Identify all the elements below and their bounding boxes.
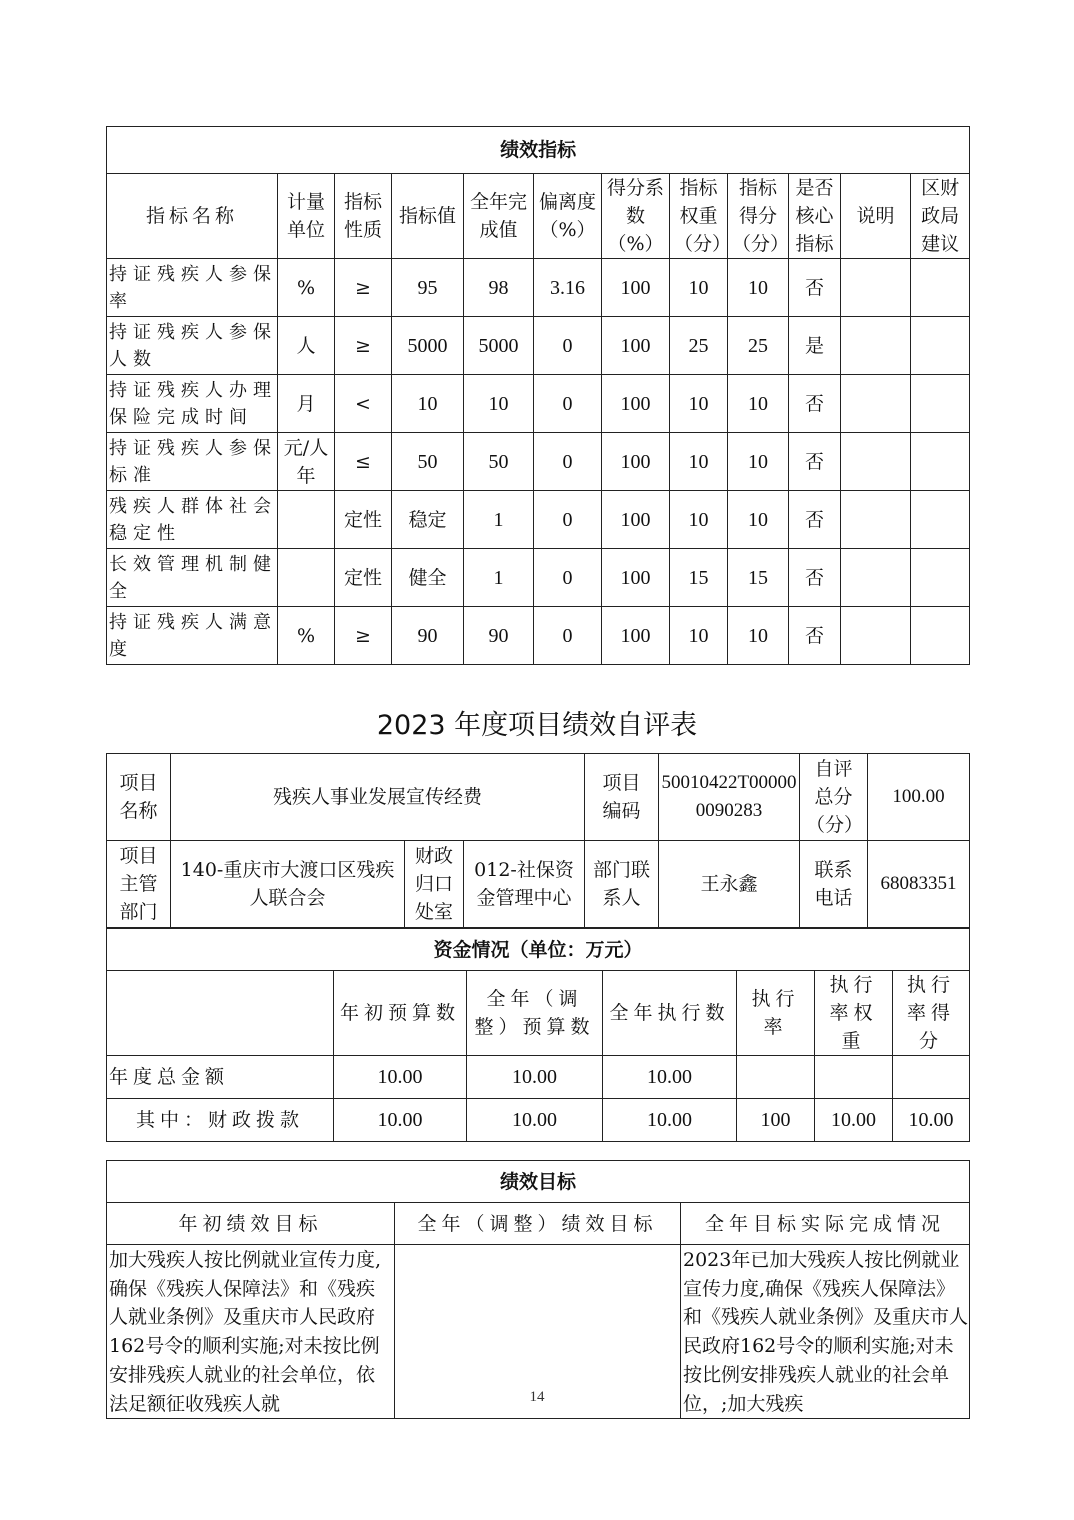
indicator-actual-cell: 10 [464,375,534,433]
indicators-title: 绩效指标 [107,127,970,174]
funds-rate-cell: 100 [737,1099,815,1142]
indicator-core-cell: 否 [789,259,841,317]
goals-header-initial: 年初绩效目标 [107,1203,395,1245]
indicator-unit-cell: 人 [278,317,335,375]
funds-adjusted-cell: 10.00 [467,1099,603,1142]
indicator-advice-cell [911,375,970,433]
indicator-note-cell [841,491,911,549]
indicator-nature-cell: ≥ [335,259,392,317]
indicators-header-cell: 偏离度（%） [534,174,602,259]
indicator-score-cell: 15 [728,549,789,607]
indicator-advice-cell [911,317,970,375]
indicator-core-cell: 否 [789,607,841,665]
indicator-core-cell: 否 [789,433,841,491]
indicator-note-cell [841,607,911,665]
indicator-core-cell: 是 [789,317,841,375]
indicator-coef-cell: 100 [602,259,670,317]
indicator-note-cell [841,375,911,433]
indicator-target-cell: 稳定 [392,491,464,549]
indicator-actual-cell: 90 [464,607,534,665]
indicator-weight-cell: 15 [670,549,728,607]
indicator-core-cell: 否 [789,491,841,549]
indicator-unit-cell: % [278,607,335,665]
project-name-label: 项目名称 [107,754,171,841]
contact-label: 部门联系人 [585,841,659,928]
funds-header-cell: 执行率得分 [893,971,970,1056]
indicator-target-cell: 10 [392,375,464,433]
indicator-row [107,491,970,549]
indicator-deviation-cell: 0 [534,433,602,491]
indicator-nature-cell: 定性 [335,549,392,607]
indicator-weight-cell: 10 [670,375,728,433]
indicator-weight-cell: 25 [670,317,728,375]
indicator-deviation-cell: 3.16 [534,259,602,317]
indicator-note-cell [841,317,911,375]
indicator-actual-cell: 5000 [464,317,534,375]
funds-executed-cell: 10.00 [603,1099,737,1142]
indicators-header-cell: 指标性质 [335,174,392,259]
indicator-note-cell [841,259,911,317]
indicator-name-cell: 残疾人群体社会稳定性 [107,491,278,549]
indicator-weight-cell: 10 [670,607,728,665]
phone-value: 68083351 [868,841,970,928]
funds-title: 资金情况（单位：万元） [107,929,970,971]
indicator-name-cell: 持证残疾人办理保险完成时间 [107,375,278,433]
indicator-note-cell [841,433,911,491]
indicator-advice-cell [911,433,970,491]
indicator-score-cell: 10 [728,259,789,317]
indicators-table [106,126,970,665]
funds-label-cell: 年度总金额 [107,1056,334,1099]
indicator-coef-cell: 100 [602,491,670,549]
indicator-row [107,317,970,375]
contact-value: 王永鑫 [659,841,800,928]
indicator-target-cell: 90 [392,607,464,665]
phone-label: 联系电话 [800,841,868,928]
funds-executed-cell: 10.00 [603,1056,737,1099]
funds-header-cell: 年初预算数 [334,971,467,1056]
funds-table [106,928,970,1142]
indicator-advice-cell [911,607,970,665]
indicators-header-cell: 是否核心指标 [789,174,841,259]
indicator-coef-cell: 100 [602,375,670,433]
indicator-unit-cell: 月 [278,375,335,433]
indicator-weight-cell: 10 [670,259,728,317]
indicators-header-cell: 指标值 [392,174,464,259]
funds-header-cell: 全年执行数 [603,971,737,1056]
funds-rate-cell [737,1056,815,1099]
indicator-name-cell: 长效管理机制健全 [107,549,278,607]
indicator-actual-cell: 50 [464,433,534,491]
indicators-header-cell: 计量单位 [278,174,335,259]
indicator-nature-cell: ≤ [335,433,392,491]
indicator-name-cell: 持证残疾人参保率 [107,259,278,317]
indicator-nature-cell: ≥ [335,317,392,375]
funds-header-cell [107,971,334,1056]
indicator-target-cell: 95 [392,259,464,317]
funds-initial-cell: 10.00 [334,1056,467,1099]
indicator-actual-cell: 1 [464,491,534,549]
indicator-row [107,549,970,607]
indicator-name-cell: 持证残疾人参保人数 [107,317,278,375]
indicators-header-cell: 指标得分（分） [728,174,789,259]
indicator-unit-cell: % [278,259,335,317]
funds-weight-cell: 10.00 [815,1099,893,1142]
indicator-deviation-cell: 0 [534,549,602,607]
project-info-table [106,753,970,928]
funds-score-cell: 10.00 [893,1099,970,1142]
page-title: 2023 年度项目绩效自评表 [376,710,698,741]
indicators-header-cell: 指标名称 [107,174,278,259]
indicator-weight-cell: 10 [670,433,728,491]
dept-value: 140-重庆市大渡口区残疾人联合会 [171,841,405,928]
indicator-unit-cell [278,549,335,607]
indicators-header-cell: 说明 [841,174,911,259]
indicator-row [107,433,970,491]
indicator-row [107,375,970,433]
indicator-coef-cell: 100 [602,607,670,665]
funds-header-cell: 执行率 [737,971,815,1056]
funds-weight-cell [815,1056,893,1099]
indicator-core-cell: 否 [789,549,841,607]
dept-label: 项目主管部门 [107,841,171,928]
indicator-deviation-cell: 0 [534,375,602,433]
indicator-advice-cell [911,549,970,607]
indicator-advice-cell [911,491,970,549]
page-number: 14 [529,1389,545,1405]
self-score-value: 100.00 [868,754,970,841]
funds-score-cell [893,1056,970,1099]
funds-row [107,1056,970,1099]
indicator-coef-cell: 100 [602,317,670,375]
indicators-header-cell: 区财政局建议 [911,174,970,259]
indicator-coef-cell: 100 [602,549,670,607]
funds-initial-cell: 10.00 [334,1099,467,1142]
funds-row [107,1099,970,1142]
indicator-score-cell: 10 [728,491,789,549]
indicator-deviation-cell: 0 [534,607,602,665]
funds-adjusted-cell: 10.00 [467,1056,603,1099]
indicator-advice-cell [911,259,970,317]
indicator-score-cell: 10 [728,607,789,665]
project-code-label: 项目编码 [585,754,659,841]
indicator-row [107,607,970,665]
indicator-note-cell [841,549,911,607]
indicator-score-cell: 10 [728,375,789,433]
indicator-target-cell: 50 [392,433,464,491]
indicator-weight-cell: 10 [670,491,728,549]
indicator-deviation-cell: 0 [534,491,602,549]
office-label: 财政归口处室 [405,841,464,928]
indicator-actual-cell: 98 [464,259,534,317]
goals-table [106,1160,970,1419]
indicator-target-cell: 5000 [392,317,464,375]
project-name-value: 残疾人事业发展宣传经费 [171,754,585,841]
indicator-row [107,259,970,317]
funds-header-cell: 执行率权重 [815,971,893,1056]
indicator-nature-cell: ≥ [335,607,392,665]
goals-title: 绩效目标 [107,1161,970,1203]
indicator-actual-cell: 1 [464,549,534,607]
indicator-nature-cell: < [335,375,392,433]
indicator-unit-cell: 元/人年 [278,433,335,491]
indicator-name-cell: 持证残疾人参保标准 [107,433,278,491]
indicator-coef-cell: 100 [602,433,670,491]
indicator-unit-cell [278,491,335,549]
indicator-core-cell: 否 [789,375,841,433]
indicators-header-cell: 指标权重（分） [670,174,728,259]
initial-goal-text: 加大残疾人按比例就业宣传力度,确保《残疾人保障法》和《残疾人就业条例》及重庆市人民政府162号令的顺利实施;对未按比例安排残疾人就业的社会单位，依法足额征收残疾人就 [107,1245,395,1419]
funds-label-cell: 其中：财政拨款 [107,1099,334,1142]
indicator-target-cell: 健全 [392,549,464,607]
indicator-score-cell: 10 [728,433,789,491]
funds-header-cell: 全年（调整）预算数 [467,971,603,1056]
goals-header-actual: 全年目标实际完成情况 [681,1203,970,1245]
indicator-score-cell: 25 [728,317,789,375]
indicator-name-cell: 持证残疾人满意度 [107,607,278,665]
office-value: 012-社保资金管理中心 [464,841,585,928]
self-score-label: 自评总分（分） [800,754,868,841]
actual-completion-text: 2023年已加大残疾人按比例就业宣传力度,确保《残疾人保障法》和《残疾人就业条例》及重庆市人民政府162号令的顺利实施;对未按比例安排残疾人就业的社会单位，;加大残疾 [681,1245,970,1419]
indicators-header-cell: 全年完成值 [464,174,534,259]
goals-header-adjusted: 全年（调整）绩效目标 [395,1203,681,1245]
indicator-nature-cell: 定性 [335,491,392,549]
project-code-value: 50010422T000000090283 [659,754,800,841]
indicators-header-cell: 得分系数（%） [602,174,670,259]
indicator-deviation-cell: 0 [534,317,602,375]
